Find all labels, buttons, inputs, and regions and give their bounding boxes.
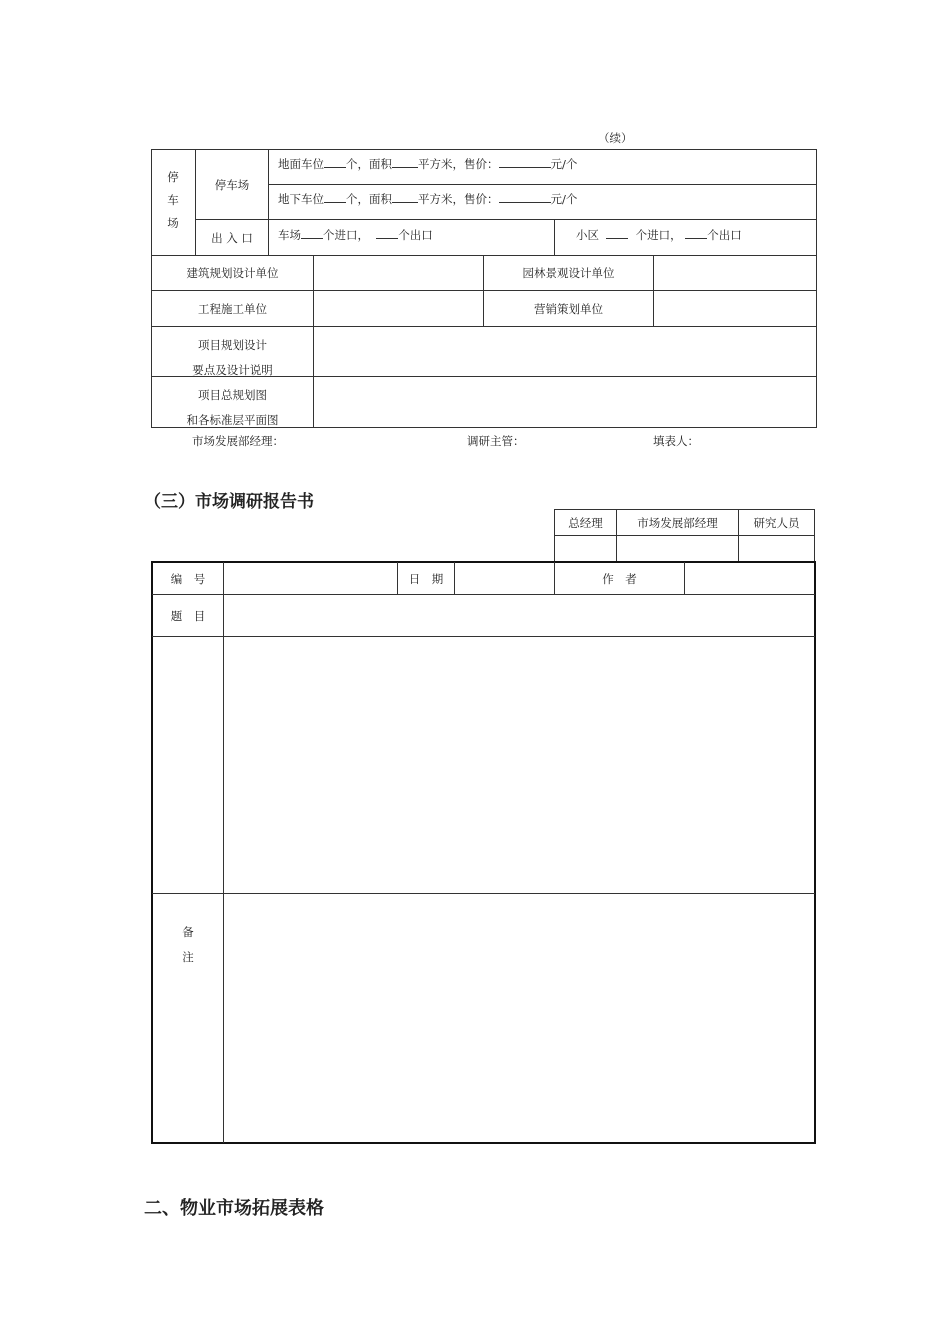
lot-exits-line: 车场 个进口， 个出口 [278, 228, 433, 242]
remarks-field[interactable] [224, 894, 814, 1142]
underground-parking-line: 地下车位 个，面积 平方米，售价： 元/个 [278, 192, 578, 206]
community-entry-count-blank[interactable] [606, 227, 628, 239]
parking-group-label: 停 车 场 [167, 170, 179, 230]
report-content-field[interactable] [224, 637, 814, 893]
marketing-unit-field[interactable] [654, 291, 816, 326]
construction-unit-label: 工程施工单位 [198, 301, 267, 316]
number-field[interactable] [224, 563, 397, 594]
research-supervisor-signature: 调研主管： [467, 434, 525, 448]
plan-notes-field[interactable] [314, 327, 816, 376]
date-label: 日 期 [408, 571, 444, 586]
approval-header-gm: 总经理 [568, 515, 603, 530]
lot-exit-count-blank[interactable] [376, 227, 398, 239]
lot-entry-count-blank[interactable] [301, 227, 323, 239]
landscape-design-unit-field[interactable] [654, 256, 816, 290]
date-field[interactable] [455, 563, 554, 594]
community-exits-line: 小区 个进口， 个出口 [576, 228, 742, 242]
title-label: 题 目 [170, 608, 206, 623]
approval-market-manager-field[interactable] [617, 536, 738, 561]
approval-gm-field[interactable] [555, 536, 616, 561]
master-plan-label: 项目总规划图 和各标准层平面图 [186, 388, 279, 427]
market-manager-signature: 市场发展部经理： [192, 434, 284, 448]
number-label: 编 号 [170, 571, 206, 586]
master-plan-field[interactable] [314, 377, 816, 427]
arch-design-unit-label: 建筑规划设计单位 [186, 266, 279, 280]
marketing-unit-label: 营销策划单位 [534, 301, 603, 316]
title-field[interactable] [224, 595, 814, 636]
ground-area-blank[interactable] [392, 156, 418, 168]
author-label: 作 者 [602, 571, 637, 586]
ground-parking-line: 地面车位 个，面积 平方米，售价： 元/个 [278, 157, 578, 171]
plan-notes-label: 项目规划设计 要点及设计说明 [192, 338, 273, 377]
ground-count-blank[interactable] [324, 156, 346, 168]
filler-signature: 填表人： [653, 434, 699, 448]
approval-header-market-manager: 市场发展部经理 [637, 515, 718, 530]
section-heading: 二、物业市场拓展表格 [144, 1198, 324, 1219]
author-field[interactable] [685, 563, 814, 594]
underground-count-blank[interactable] [324, 191, 346, 203]
landscape-design-unit-label: 园林景观设计单位 [522, 266, 615, 280]
continued-label: （续） [598, 131, 633, 145]
underground-area-blank[interactable] [392, 191, 418, 203]
construction-unit-field[interactable] [314, 291, 483, 326]
parking-lot-label: 停车场 [214, 177, 250, 192]
arch-design-unit-field[interactable] [314, 256, 483, 290]
approval-researcher-field[interactable] [739, 536, 814, 561]
report-heading: （三）市场调研报告书 [144, 492, 314, 512]
community-exit-count-blank[interactable] [685, 227, 707, 239]
ground-price-blank[interactable] [499, 156, 551, 168]
underground-price-blank[interactable] [499, 191, 551, 203]
approval-header-researcher: 研究人员 [753, 515, 800, 530]
remarks-label: 备 注 [182, 925, 194, 964]
entrance-label: 出 入 口 [211, 230, 253, 245]
